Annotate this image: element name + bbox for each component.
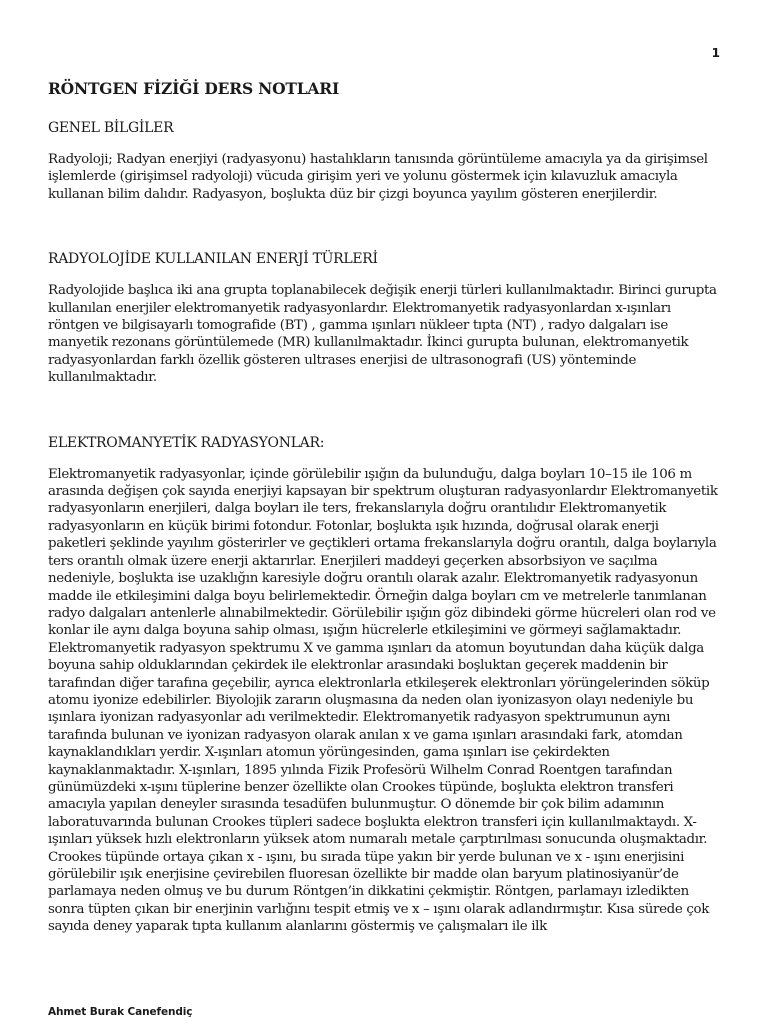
- section-paragraph: Elektromanyetik radyasyonlar, içinde görülebilir ışığın da bulunduğu, dalga boyları 10–15 ile 106 m arasında değişen çok sayıda enerjiyi kapsayan bir spektrum oluşturan radyasyonlardır Elektromanyetik radyasyonların enerjileri, dalga boyları ile ters, frekanslarıyla doğru orantılıdır Elektromanyetik radyasyonların en küçük birimi fotondur. Fotonlar, boşlukta ışık hızında, doğrusal olarak enerji paketleri şeklinde yayılım gösterirler ve geçtikleri ortama frekanslarıyla doğru orantılı, dalga boylarıyla ters orantılı olmak üzere enerji aktarırlar. Enerjileri maddeyi geçerken absorbsiyon ve saçılma nedeniyle, boşlukta ise uzaklığın karesiyle doğru orantılı olarak azalır. Elektromanyetik radyasyonun madde ile etkileşimini dalga boyu belirlemektedir. Örneğin dalga boyları cm ve metrelerle tanımlanan radyo dalgaları antenlerle alınabilmektedir. Görülebilir ışığın göz dibindeki görme hücreleri olan rod ve konlar ile aynı dalga boyuna sahip olması, ışığın hücrelerle etkileşimini ve görmeyi sağlamaktadır. Elektromanyetik radyasyon spektrumu X ve gamma ışınları da atomun boyutundan daha küçük dalga boyuna sahip olduklarından çekirdek ile elektronlar arasındaki boşluktan geçerek maddenin bir tarafından diğer tarafına geçebilir, ayrıca elektronlarla etkileşerek elektronları yörüngelerinden söküp atomu iyonize edebilirler. Biyolojik zararın oluşmasına da neden olan iyonizasyon olayı nedeniyle bu ışınlara iyonizan radyasyonlar adı verilmektedir. Elektromanyetik radyasyon spektrumunun aynı tarafında bulunan ve iyonizan radyasyon olarak anılan x ve gama ışınları arasındaki fark, atomdan kaynaklandıkları yerdir. X-ışınları atomun yörüngesinden, gama ışınları ise çekirdekten kaynaklanmaktadır. X-ışınları, 1895 yılında Fizik Profesörü Wilhelm Conrad Roentgen tarafından günümüzdeki x-ışını tüplerine benzer özellikte olan Crookes tüpünde, boşlukta elektron transferi amacıyla yapılan deneyler sırasında tesadüfen bulunmuştur. O dönemde bir çok bilim adamının laboratuvarında bulunan Crookes tüpleri sadece boşlukta elektron transferi için kullanılmaktaydı. X-ışınları yüksek hızlı elektronların yüksek atom numaralı metale çarptırılması sonucunda oluşmaktadır. Crookes tüpünde ortaya çıkan x - ışını, bu sırada tüpe yakın bir yerde bulunan ve x - ışını enerjisini görülebilir ışık enerjisine çevirebilen fluoresan özellikte bir madde olan baryum platinosiyanür’de parlamaya neden olmuş ve bu durum Röntgen’in dikkatini çekmiştir. Röntgen, parlamayı izledikten sonra tüpten çıkan bir enerjinin varlığını tespit etmiş ve x – ışını olarak adlandırmıştır. Kısa sürede çok sayıda deney yaparak tıpta kullanım alanlarını göstermiş ve çalışmaları ile ilk: [48, 466, 718, 935]
- document-content: [48, 78, 720, 936]
- footer-author: Ahmet Burak Canefendiç: [48, 1006, 193, 1018]
- document-title: RÖNTGEN FİZİĞİ DERS NOTLARI: [48, 79, 339, 98]
- section-paragraph: Radyoloji; Radyan enerjiyi (radyasyonu) hastalıkların tanısında görüntüleme amacıyla ya da girişimsel işlemlerde (girişimsel radyoloji) vücuda girişim yeri ve yolunu göstermek için kılavuzluk amacıyla kullanan bilim dalıdır. Radyasyon, boşlukta düz bir çizgi boyunca yayılım gösteren enerjilerdir.: [48, 152, 708, 202]
- section-heading: RADYOLOJİDE KULLANILAN ENERJİ TÜRLERİ: [48, 251, 378, 268]
- section-enerji-turleri: [48, 249, 720, 386]
- section-heading: GENEL BİLGİLER: [48, 120, 174, 136]
- section-genel-bilgiler: [48, 118, 720, 203]
- page-number: 1: [711, 46, 720, 60]
- section-paragraph: Radyolojide başlıca iki ana grupta toplanabilecek değişik enerji türleri kullanılmaktadır. Birinci gurupta kullanılan enerjiler elektromanyetik radyasyonlardır. Elektromanyetik radyasyonlardan x-ışınları röntgen ve bilgisayarlı tomografide (BT) , gamma ışınları nükleer tıpta (NT) , radyo dalgaları ise manyetik rezonans görüntülemede (MR) kullanılmaktadır. İkinci gurupta bulunan, elektromanyetik radyasyonlardan farklı özellik gösteren ultrases enerjisi de ultrasonografi (US) yönteminde kullanılmaktadır.: [48, 283, 717, 386]
- section-elektromanyetik-radyasyonlar: [48, 433, 720, 936]
- section-heading: ELEKTROMANYETİK RADYASYONLAR:: [48, 434, 325, 451]
